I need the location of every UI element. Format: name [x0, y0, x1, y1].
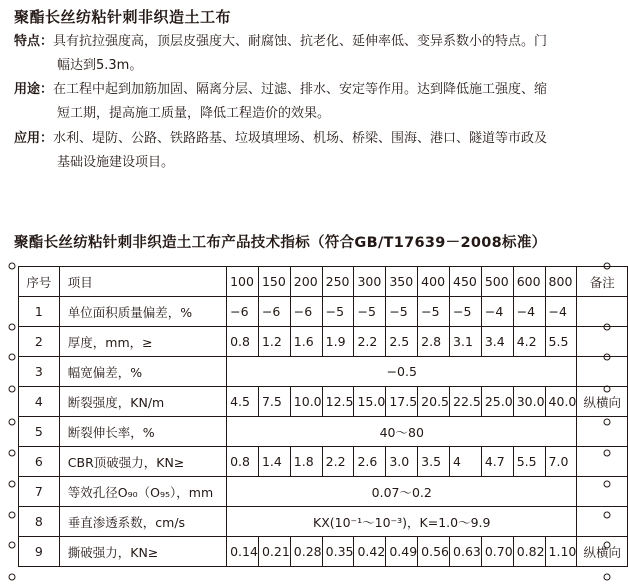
value-cell: −5: [386, 297, 418, 327]
header-cell: 250: [322, 267, 354, 297]
value-cell: 0.8: [227, 327, 259, 357]
note-cell: [577, 357, 628, 387]
header-cell: 600: [513, 267, 545, 297]
page-title: 聚酯长丝纺粘针刺非织造土工布: [14, 8, 232, 26]
table-row: [19, 357, 628, 387]
value-cell: −4: [513, 297, 545, 327]
value-cell: 4.5: [227, 387, 259, 417]
row-number-cell: 3: [19, 357, 60, 387]
value-cell: −5: [418, 297, 450, 327]
value-cell: −5: [322, 297, 354, 327]
table-title: 聚酯长丝纺粘针刺非织造土工布产品技术指标（符合GB/T17639－2008标准）: [14, 235, 547, 251]
value-cell: 0.56: [418, 537, 450, 567]
table-row: [19, 537, 628, 567]
value-cell: 22.5: [450, 387, 482, 417]
value-cell: 10.0: [290, 387, 322, 417]
value-cell: 2.5: [386, 327, 418, 357]
row-number-cell: 5: [19, 417, 60, 447]
table-row: [19, 447, 628, 477]
value-cell: −6: [227, 297, 259, 327]
value-cell: 5.5: [513, 447, 545, 477]
value-cell: −5: [354, 297, 386, 327]
table-row: [19, 297, 628, 327]
row-number-cell: 1: [19, 297, 60, 327]
table-row: [19, 477, 628, 507]
note-cell: [577, 327, 628, 357]
value-cell: 1.6: [290, 327, 322, 357]
value-cell: 1.9: [322, 327, 354, 357]
value-cell: 0.21: [258, 537, 290, 567]
value-cell: 2.2: [322, 447, 354, 477]
header-cell: 300: [354, 267, 386, 297]
value-cell: −4: [545, 297, 577, 327]
value-cell: 1.8: [290, 447, 322, 477]
item-cell: 撕破强力，KN≥: [59, 537, 226, 567]
value-cell: 0.8: [227, 447, 259, 477]
value-cell: 12.5: [322, 387, 354, 417]
row-number-cell: 4: [19, 387, 60, 417]
value-cell: 1.10: [545, 537, 577, 567]
value-cell: 3.4: [481, 327, 513, 357]
value-cell: 25.0: [481, 387, 513, 417]
table-row: [19, 417, 628, 447]
merged-value-cell: 0.07～0.2: [227, 477, 577, 507]
features-text: 具有抗拉强度高，顶层皮强度大、耐腐蚀、抗老化、延伸率低、变异系数小的特点。门: [53, 34, 548, 49]
value-cell: 7.5: [258, 387, 290, 417]
applications-text: 水利、堤防、公路、铁路路基、垃圾填埋场、机场、桥梁、围海、港口、隧道等市政及: [53, 131, 548, 146]
merged-value-cell: KX(10⁻¹～10⁻³)，K=1.0～9.9: [227, 507, 577, 537]
value-cell: −4: [481, 297, 513, 327]
value-cell: 3.5: [418, 447, 450, 477]
note-cell: [577, 447, 628, 477]
uses-text: 在工程中起到加筋加固、隔离分层、过滤、排水、安定等作用。达到降低施工强度、缩: [53, 82, 548, 97]
value-cell: −6: [258, 297, 290, 327]
header-cell: 350: [386, 267, 418, 297]
value-cell: 4: [450, 447, 482, 477]
header-cell: 备注: [577, 267, 628, 297]
value-cell: 2.2: [354, 327, 386, 357]
value-cell: 0.42: [354, 537, 386, 567]
header-cell: 400: [418, 267, 450, 297]
header-cell: 200: [290, 267, 322, 297]
item-cell: 垂直渗透系数，cm/s: [59, 507, 226, 537]
table-header-row: [19, 267, 628, 297]
value-cell: 0.49: [386, 537, 418, 567]
value-cell: −6: [290, 297, 322, 327]
row-number-cell: 8: [19, 507, 60, 537]
applications-label: 应用：: [14, 131, 54, 146]
value-cell: 5.5: [545, 327, 577, 357]
header-cell: 项目: [59, 267, 226, 297]
row-number-cell: 7: [19, 477, 60, 507]
value-cell: 0.63: [450, 537, 482, 567]
spec-table: [18, 266, 628, 567]
value-cell: 0.82: [513, 537, 545, 567]
note-cell: [577, 477, 628, 507]
value-cell: 2.8: [418, 327, 450, 357]
table-row: [19, 387, 628, 417]
item-cell: 幅宽偏差，%: [59, 357, 226, 387]
value-cell: −5: [450, 297, 482, 327]
note-cell: [577, 297, 628, 327]
value-cell: 15.0: [354, 387, 386, 417]
features-label: 特点：: [14, 34, 54, 49]
uses-label: 用途：: [14, 82, 54, 97]
value-cell: 0.14: [227, 537, 259, 567]
value-cell: 20.5: [418, 387, 450, 417]
merged-value-cell: 40～80: [227, 417, 577, 447]
value-cell: 1.4: [258, 447, 290, 477]
item-cell: 断裂强度，KN/m: [59, 387, 226, 417]
header-cell: 序号: [19, 267, 60, 297]
item-cell: 断裂伸长率，%: [59, 417, 226, 447]
value-cell: 2.6: [354, 447, 386, 477]
row-number-cell: 9: [19, 537, 60, 567]
value-cell: 0.35: [322, 537, 354, 567]
value-cell: 3.0: [386, 447, 418, 477]
header-cell: 100: [227, 267, 259, 297]
note-cell: [577, 507, 628, 537]
uses-text-cont: 短工期，提高施工质量，降低工程造价的效果。: [57, 106, 331, 121]
merged-value-cell: −0.5: [227, 357, 577, 387]
header-cell: 150: [258, 267, 290, 297]
note-cell: [577, 417, 628, 447]
header-cell: 500: [481, 267, 513, 297]
value-cell: 30.0: [513, 387, 545, 417]
value-cell: 4.7: [481, 447, 513, 477]
value-cell: 4.2: [513, 327, 545, 357]
item-cell: 厚度，mm，≥: [59, 327, 226, 357]
value-cell: 0.70: [481, 537, 513, 567]
item-cell: 单位面积质量偏差，%: [59, 297, 226, 327]
value-cell: 17.5: [386, 387, 418, 417]
value-cell: 3.1: [450, 327, 482, 357]
note-cell: 纵横向: [577, 387, 628, 417]
table-row: [19, 327, 628, 357]
header-cell: 450: [450, 267, 482, 297]
features-text-cont: 幅达到5.3m。: [57, 58, 143, 73]
value-cell: 40.0: [545, 387, 577, 417]
value-cell: 0.28: [290, 537, 322, 567]
applications-text-cont: 基础设施建设项目。: [57, 155, 175, 170]
item-cell: 等效孔径O₉₀（O₉₅），mm: [59, 477, 226, 507]
value-cell: 7.0: [545, 447, 577, 477]
note-cell: 纵横向: [577, 537, 628, 567]
row-number-cell: 6: [19, 447, 60, 477]
header-cell: 800: [545, 267, 577, 297]
table-row: [19, 507, 628, 537]
item-cell: CBR顶破强力，KN≥: [59, 447, 226, 477]
row-number-cell: 2: [19, 327, 60, 357]
value-cell: 1.2: [258, 327, 290, 357]
